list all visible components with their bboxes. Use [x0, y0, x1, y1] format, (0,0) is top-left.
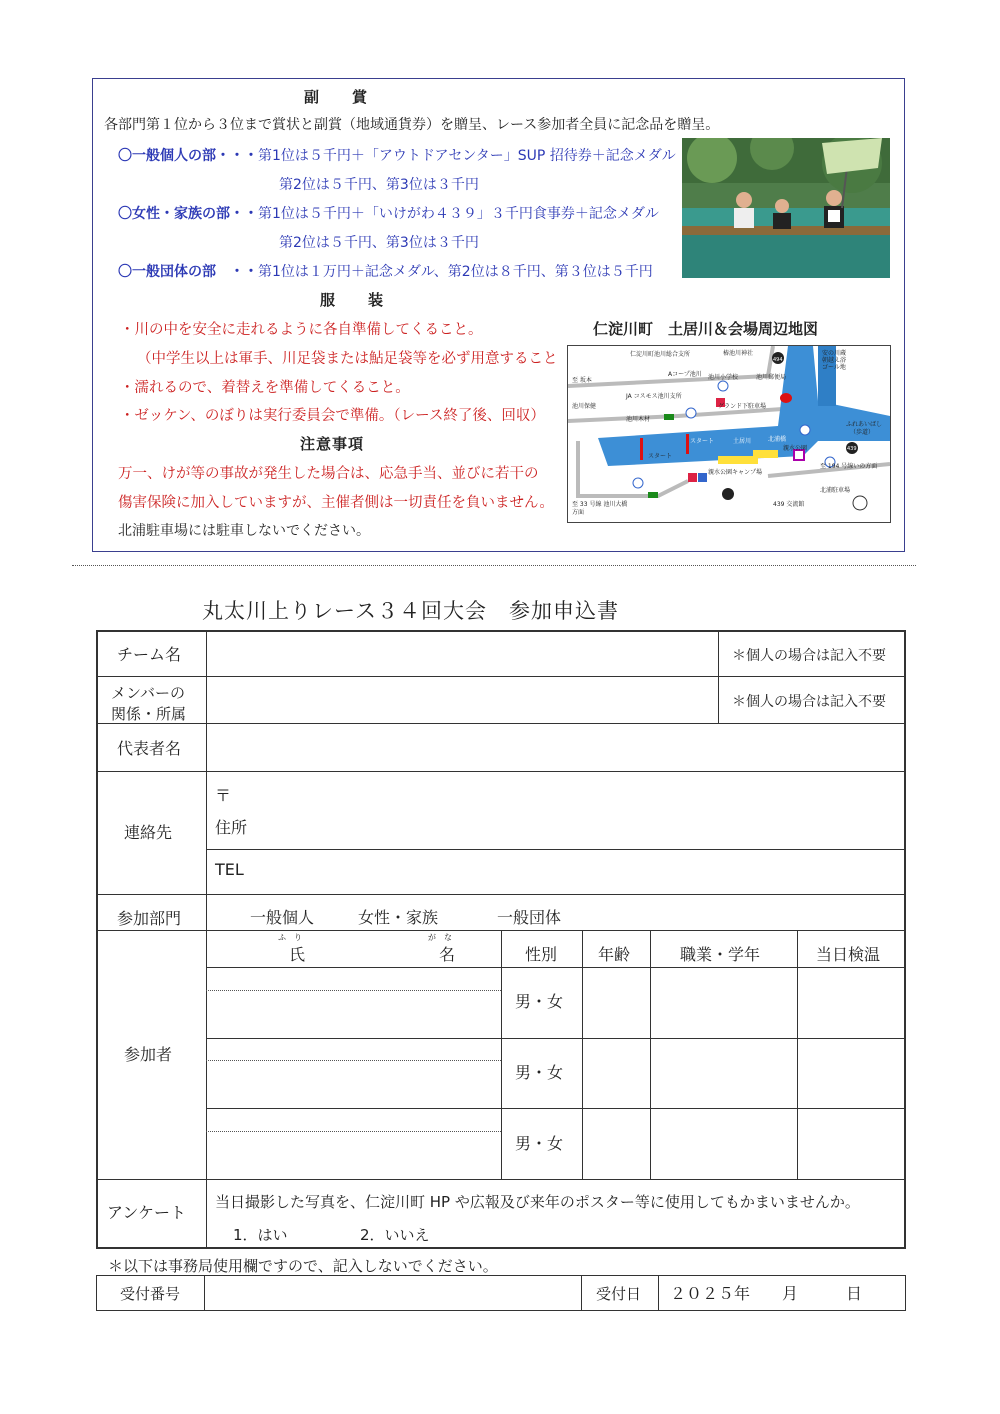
- participant-2-gender[interactable]: 男・女: [515, 1063, 564, 1082]
- caution-line-3: 北浦駐車場には駐車しないでください。: [118, 523, 370, 539]
- survey-question: 当日撮影した写真を、仁淀川町 HP や広報及び来年のポスター等に使用してもかまいませんか。: [215, 1193, 860, 1211]
- contact-label: 連絡先: [124, 823, 173, 842]
- prizes-intro: 各部門第１位から３位まで賞状と副賞（地域通貨券）を贈呈、レース参加者全員に記念品を贈呈。: [104, 117, 720, 133]
- team-name-note: ＊個人の場合は記入不要: [732, 648, 886, 664]
- map-label-goal: ゴール地: [822, 364, 846, 371]
- prize-group-label: 〇一般団体の部 ・・: [118, 264, 258, 280]
- participant-3-temp-field[interactable]: [799, 1110, 903, 1178]
- prize-women: [118, 203, 659, 223]
- gender-header: 性別: [525, 945, 558, 964]
- map-label-camp: 親水公園キャンプ場: [708, 469, 763, 476]
- prize-women-line1: 第1位は５千円＋「いけがわ４３９」３千円食事券＋記念メダル: [258, 206, 659, 222]
- team-name-field[interactable]: [208, 632, 716, 675]
- given-ruby: が な: [428, 933, 452, 942]
- map-label-ja: JA コスモス池川支所: [626, 393, 682, 400]
- representative-field[interactable]: [208, 725, 903, 770]
- map-label-439: 439: [847, 446, 857, 452]
- map-label-fureai: ふれあいばし: [846, 421, 883, 428]
- division-option-general[interactable]: 一般個人: [250, 908, 315, 927]
- participant-1-name-field[interactable]: [208, 969, 500, 1037]
- map-label-33: 至 33 号線 池川大橋: [572, 501, 628, 508]
- survey-option-yes[interactable]: 1．はい: [233, 1226, 288, 1244]
- member-label-line2: 関係・所属: [111, 705, 187, 723]
- participants-label: 参加者: [124, 1045, 173, 1064]
- tel-field[interactable]: [260, 851, 903, 893]
- cut-line: [72, 565, 916, 566]
- participant-3-job-field[interactable]: [652, 1110, 796, 1178]
- map-label-river-house: 安の川蔵: [822, 350, 847, 357]
- map-label-kitaura-bridge: 北浦橋: [768, 436, 787, 443]
- table-border-bottom: [96, 1247, 906, 1249]
- caution-heading: 注意事項: [300, 435, 365, 453]
- attire-item-1-note: （中学生以上は軍手、川足袋または鮎足袋等を必ず用意すること: [137, 351, 558, 367]
- map-label-sakamoto: 至 坂本: [572, 377, 592, 384]
- member-label-line1: メンバーの: [111, 684, 185, 702]
- job-header: 職業・学年: [680, 945, 761, 964]
- office-use-note: ＊以下は事務局使用欄ですので、記入しないでください。: [108, 1257, 498, 1275]
- prize-general-line2: 第2位は５千円、第3位は３千円: [279, 177, 479, 193]
- temp-header: 当日検温: [816, 945, 881, 964]
- map-label-doigawa: 土居川: [733, 438, 752, 445]
- venue-map: [567, 345, 891, 523]
- map-label-start: スタート: [648, 453, 673, 460]
- map-label-park: 親水公園: [783, 445, 808, 452]
- race-photo: [682, 138, 890, 278]
- caution-line-1: 万一、けが等の事故が発生した場合は、応急手当、並びに若干の: [118, 466, 539, 482]
- receipt-date-label: 受付日: [596, 1285, 642, 1303]
- participant-2-age-field[interactable]: [584, 1040, 649, 1107]
- given-header: 名: [439, 945, 456, 964]
- postal-mark: 〒: [215, 786, 232, 805]
- map-label-lumber: 池川木材: [626, 416, 651, 423]
- survey-label: アンケート: [107, 1203, 187, 1222]
- map-label-bath: 朝越え浴: [822, 357, 847, 364]
- division-label: 参加部門: [117, 909, 182, 928]
- prize-women-label: 〇女性・家族の部・・: [118, 206, 258, 222]
- participant-1-job-field[interactable]: [652, 969, 796, 1037]
- surname-ruby: ふ り: [278, 933, 302, 942]
- prize-general: [118, 145, 676, 165]
- participant-1-temp-field[interactable]: [799, 969, 903, 1037]
- map-label-439-hall: 439 交流館: [773, 501, 805, 508]
- tel-label: TEL: [215, 860, 244, 879]
- participant-2-job-field[interactable]: [652, 1040, 796, 1107]
- participant-2-name-field[interactable]: [208, 1040, 500, 1107]
- receipt-number-label: 受付番号: [120, 1285, 181, 1303]
- map-label-194: 至 194 号線いの方面: [820, 463, 878, 470]
- member-affiliation-field[interactable]: [208, 678, 716, 722]
- address-label: 住所: [215, 818, 248, 837]
- age-header: 年齢: [598, 945, 631, 964]
- participant-3-age-field[interactable]: [584, 1110, 649, 1178]
- map-label-ground-parking: グランド下駐車場: [718, 403, 767, 410]
- receipt-date-value[interactable]: ２０２５年 月 日: [670, 1284, 863, 1303]
- participant-2-temp-field[interactable]: [799, 1040, 903, 1107]
- map-label-494: 494: [773, 357, 783, 363]
- participant-3-name-field[interactable]: [208, 1110, 500, 1178]
- member-note: ＊個人の場合は記入不要: [732, 694, 886, 710]
- map-label-start-2: スタート: [690, 438, 715, 445]
- prize-general-line1: 第1位は５千円＋「アウトドアセンター」SUP 招待券＋記念メダル: [258, 148, 676, 164]
- caution-line-2: 傷害保険に加入していますが、主催者側は一切責任を負いません。: [118, 495, 554, 511]
- surname-header: 氏: [289, 945, 306, 964]
- map-label-shrine: 椿池川神社: [723, 350, 754, 357]
- map-label-post: 池川郵便局: [756, 374, 787, 381]
- prize-group: [118, 261, 653, 281]
- map-label-direction: 方面: [572, 509, 585, 516]
- prizes-heading: 副 賞: [304, 88, 369, 106]
- prize-group-line1: 第1位は１万円＋記念メダル、第2位は８千円、第３位は５千円: [258, 264, 653, 280]
- map-label-hoken: 池川保健: [572, 403, 597, 410]
- map-label-acoop: Aコープ池川: [668, 371, 702, 378]
- map-label-school: 池川小学校: [708, 374, 739, 381]
- participant-1-gender[interactable]: 男・女: [515, 992, 564, 1011]
- team-name-label: チーム名: [117, 645, 182, 664]
- participant-1-age-field[interactable]: [584, 969, 649, 1037]
- map-label-kitaura-parking: 北浦駐車場: [820, 487, 851, 494]
- prize-general-label: 〇一般個人の部・・・: [118, 148, 258, 164]
- receipt-number-field[interactable]: [206, 1277, 579, 1309]
- prize-women-line2: 第2位は５千円、第3位は３千円: [279, 235, 479, 251]
- address-field[interactable]: [260, 773, 903, 848]
- division-option-group[interactable]: 一般団体: [497, 908, 562, 927]
- attire-item-1: ・川の中を安全に走れるように各自準備してくること。: [120, 322, 483, 338]
- representative-label: 代表者名: [117, 739, 182, 758]
- map-label-shisho: 仁淀川町池川総合支所: [630, 351, 691, 358]
- attire-heading: 服 装: [320, 291, 385, 309]
- map-label-footpath: （歩道）: [850, 429, 875, 436]
- map-title: 仁淀川町 土居川＆会場周辺地図: [593, 320, 819, 338]
- form-title: 丸太川上りレース３４回大会 参加申込書: [202, 599, 619, 623]
- participant-3-gender[interactable]: 男・女: [515, 1134, 564, 1153]
- attire-item-3: ・ゼッケン、のぼりは実行委員会で準備。（レース終了後、回収）: [120, 408, 545, 424]
- attire-item-2: ・濡れるので、着替えを準備してくること。: [120, 380, 410, 396]
- division-option-women[interactable]: 女性・家族: [358, 908, 439, 927]
- survey-option-no[interactable]: 2．いいえ: [360, 1226, 430, 1244]
